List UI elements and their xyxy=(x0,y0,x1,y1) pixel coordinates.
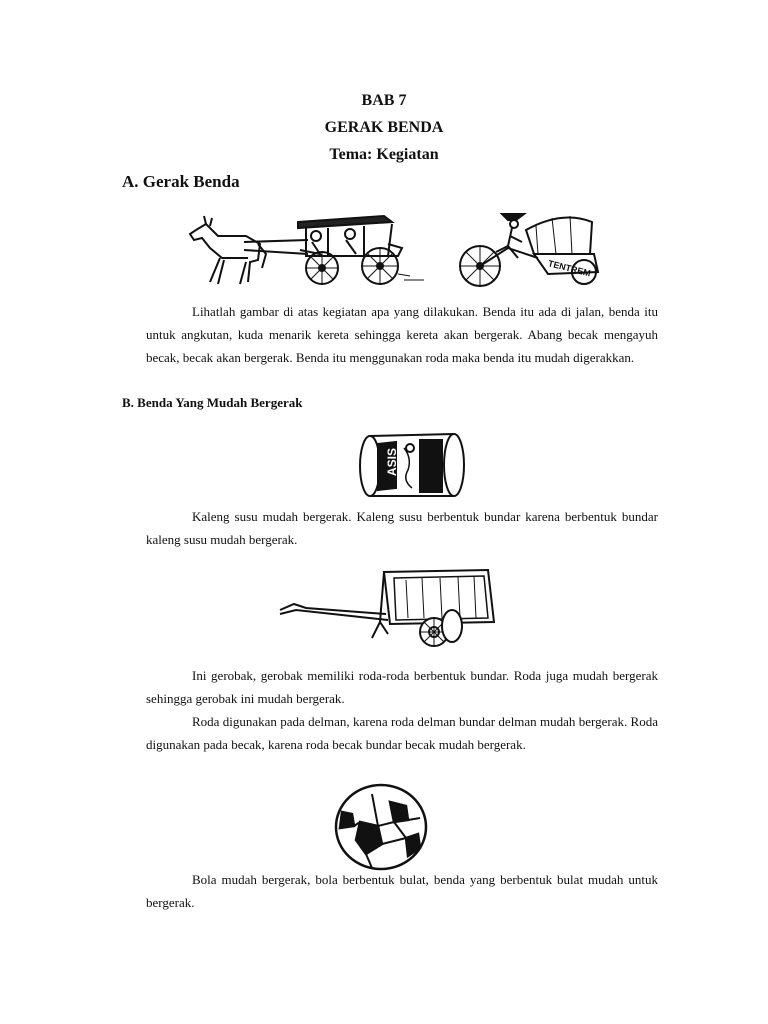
horse-carriage-icon xyxy=(188,200,428,290)
section-a-heading: A. Gerak Benda xyxy=(122,172,240,191)
cart-paragraph-2: Roda digunakan pada delman, karena roda delman bundar delman mudah bergerak. Roda digunakan pada becak, karena roda becak bundar becak mudah bergerak. xyxy=(146,714,658,752)
section-a-paragraph: Lihatlah gambar di atas kegiatan apa yang dilakukan. Benda itu ada di jalan, benda itu untuk angkutan, kuda menarik kereta sehingga kereta akan bergerak. Abang becak mengayuh becak, becak akan bergerak. Benda itu menggunakan roda maka benda itu mudah digerakkan. xyxy=(146,304,658,365)
milk-can-label: ASIS xyxy=(385,447,399,476)
cart-paragraph-1: Ini gerobak, gerobak memiliki roda-roda berbentuk bundar. Roda juga mudah bergerak sehingga gerobak ini mudah bergerak. xyxy=(146,668,658,706)
milk-can-icon xyxy=(356,430,468,500)
chapter-title: GERAK BENDA xyxy=(324,119,444,136)
chapter-number: BAB 7 xyxy=(361,92,407,109)
pedicab-icon xyxy=(452,208,604,288)
cart-icon xyxy=(276,564,504,648)
ball-paragraph: Bola mudah bergerak, bola berbentuk bulat, benda yang berbentuk bulat mudah untuk bergerak. xyxy=(146,872,658,910)
milk-can-paragraph: Kaleng susu mudah bergerak. Kaleng susu berbentuk bundar karena berbentuk bundar kaleng susu mudah bergerak. xyxy=(146,509,658,547)
section-b-heading: B. Benda Yang Mudah Bergerak xyxy=(122,395,303,410)
chapter-theme: Tema: Kegiatan xyxy=(329,146,439,163)
pedicab-label: TENTREM xyxy=(547,258,592,279)
soccer-ball-icon xyxy=(332,782,430,872)
